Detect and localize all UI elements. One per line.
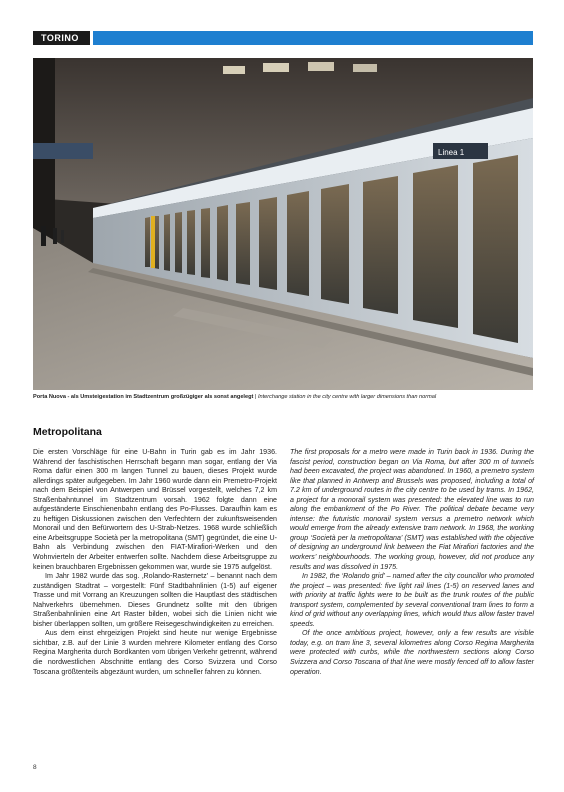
station-photo [33, 58, 533, 390]
english-paragraph: Of the once ambitious project, however, only a few results are visible today, e.g. on tram line 3, several kilometres along Corso Regina Margherita were protected with curbs, while the northwestern sections along Corso Svizzera and Corso Toscana of that line were mostly fenced off to allow faster operation. [290, 629, 534, 676]
info-sign [33, 143, 93, 159]
line-sign-text: Linea 1 [438, 148, 465, 157]
section-header-bar [33, 31, 533, 45]
caption-separator: | [253, 394, 258, 400]
caption-german: Porta Nuova - als Umsteigestation im Stadtzentrum großzügiger als sonst angelegt [33, 394, 254, 400]
section-header-fill [93, 31, 533, 45]
section-label: TORINO [33, 31, 90, 45]
page-number: 8 [33, 764, 37, 771]
caption-english: Interchange station in the city centre with larger dimensions than normal [257, 394, 437, 400]
article-title: Metropolitana [33, 426, 102, 438]
station-photo-illustration [33, 58, 533, 390]
german-paragraph: Die ersten Vorschläge für eine U-Bahn in Turin gab es im Jahr 1936. Während der faschistischen Herrschaft begann man sogar, entlang der Via Roma dafür einen 300 m langen Tunnel zu bauen, dieses Projekt wurde allerdings später aufgegeben. Im Jahr 1960 wurde dann ein Premetro-Projekt nach dem Beispiel von Antwerpen und Brüssel vorgestellt, welches 7,2 km Straßenbahntunnel im Stadtzentrum vorsah. 1962 folgte dann eine aufgeständerte Einschienenbahn entlang des Po-Flusses. Daraufhin kam es zu heftigen Diskussionen zwischen den Verfechtern der zukunftsweisenden Monorail und den Befürwortern des U-Strab-Netzes. 1968 wurde schließlich eine Arbeitsgruppe Società per la metropolitana (SMT) gegründet, die eine U-Bahn als Verbindung zwischen den FIAT-Mirafiori-Werken und den Wohnvierteln der Arbeiter entwerfen sollte. Nachdem diese Arbeitsgruppe zu keinen brauchbaren Ergebnissen gekommen war, wurde sie 1975 aufgelöst. [33, 448, 277, 571]
german-column [33, 448, 277, 677]
german-paragraph: Im Jahr 1982 wurde das sog. ‚Rolando-Rasternetz' – benannt nach dem zuständigen Stadtrat – vorgestellt: Fünf Stadtbahnlinien (1-5) auf eigener Trasse und mit Vorrang an Kreuzungen sollten die Hauptlast des städtischen Nahverkehrs übernehmen. Dieses Grundnetz sollte mit den übrigen Straßenbahnlinien eine Art Raster bilden, wobei sich die Linien nicht wie bisher überlappen sollten, um größere Reisegeschwindigkeiten zu erreichen. [33, 572, 277, 628]
english-paragraph: In 1982, the ‘Rolando grid’ – named after the city councillor who promoted the project – was presented: five light rail lines (1-5) on reserved lanes and with priority at traffic lights were to be built as the trunk routes of the public transport system, complemented by several conventional tram lines to form a kind of grid without any overlapping lines, which would thus allow faster travel speeds. [290, 572, 534, 628]
english-column [290, 448, 534, 677]
german-paragraph: Aus dem einst ehrgeizigen Projekt sind heute nur wenige Ergebnisse sichtbar, z.B. auf der Linie 3 wurden mehrere Kilometer entlang des Corso Regina Margherita durch Bordkanten vom übrigen Verkehr getrennt, während die nordwestlichen Abschnitte entlang des Corso Svizzera und Corso Toscana größtenteils abgezäunt wurden, um schneller fahren zu können. [33, 629, 277, 676]
english-paragraph: The first proposals for a metro were made in Turin back in 1936. During the fascist period, construction began on Via Roma, but after 300 m of tunnels had been excavated, the project was abandoned. In 1960, a premetro system like that planned in Antwerp and Brussels was proposed, including a total of 7.2 km of underground routes in the city centre to be used by trams. In 1962, a project for a monorail system was presented: the elevated line was to run along the embankment of the Po River. The political debate became very intense: the futuristic monorail system versus a premetro network which would emerge from the already extensive tram network. In 1968, the working group ‘Società per la metropolitana’ (SMT) was established with the objective of designing an underground link between the Fiat Mirafiori factories and the workers’ neighbourhoods. The working group, however, did not produce any results and was dissolved in 1975. [290, 448, 534, 571]
photo-caption [33, 393, 533, 401]
